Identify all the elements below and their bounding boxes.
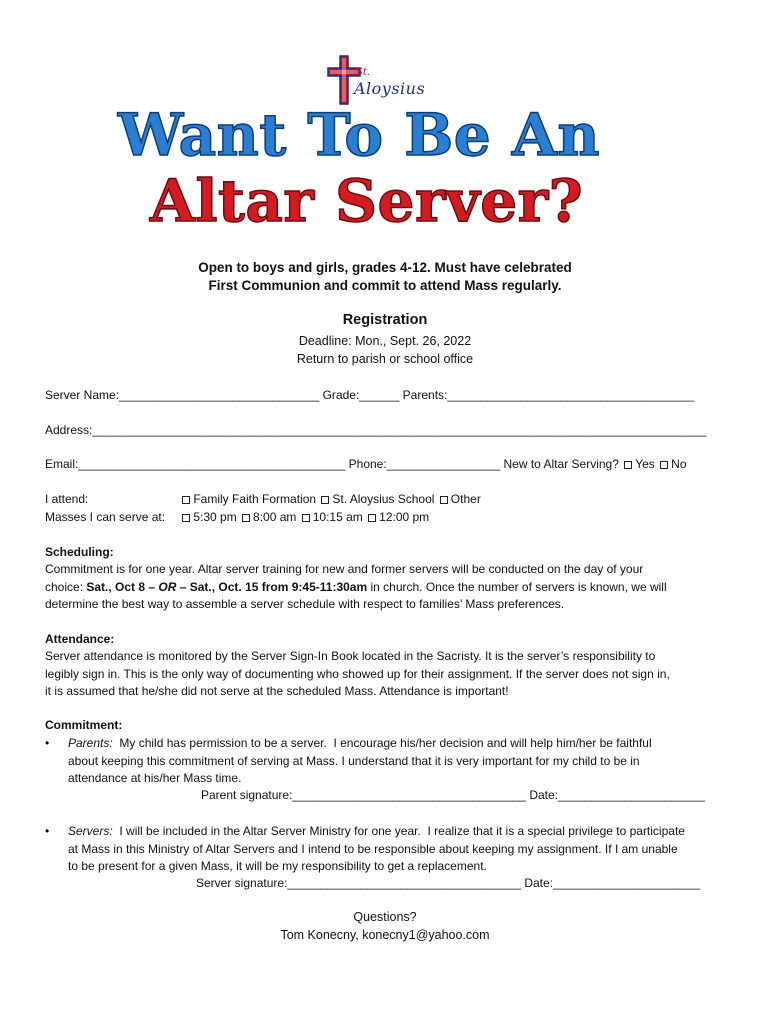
attendance-heading: Attendance: bbox=[45, 632, 115, 646]
server-signature-label: Server signature: bbox=[196, 876, 288, 890]
bullet-icon: • bbox=[45, 824, 50, 838]
parents-commitment-text: about keeping this commitment of serving at Mass. I understand that it is very important for my child to be in bbox=[68, 753, 640, 768]
mass-time-label: 8:00 am bbox=[253, 510, 297, 524]
mass-time-checkbox[interactable] bbox=[242, 514, 250, 522]
grade-field[interactable]: ______ bbox=[359, 388, 400, 402]
training-date-2: – Sat., Oct. 15 from 9:45-11:30am bbox=[176, 579, 368, 594]
intro-line-2: First Communion and commit to attend Mass regularly. bbox=[208, 278, 562, 293]
scheduling-line: determine the best way to assemble a server schedule with respect to families’ Mass preferences. bbox=[45, 597, 565, 611]
no-label: No bbox=[671, 457, 687, 471]
scheduling-line bbox=[45, 579, 735, 597]
email-label: Email: bbox=[45, 457, 79, 471]
attend-option-checkbox[interactable] bbox=[440, 496, 448, 504]
registration-title: Registration bbox=[342, 312, 428, 328]
scheduling-heading: Scheduling: bbox=[45, 545, 114, 559]
parents-commitment-text: My child has permission to be a server. I encourage his/her decision and will help him/her be faithful bbox=[112, 736, 652, 750]
form-row-masses bbox=[45, 510, 429, 524]
form-row-attend bbox=[45, 492, 481, 506]
parent-signature-field[interactable]: ___________________________________ bbox=[292, 788, 526, 802]
attend-option-checkbox[interactable] bbox=[321, 496, 329, 504]
parents-commitment-label: Parents: bbox=[68, 736, 113, 750]
mass-time-label: 12:00 pm bbox=[379, 510, 430, 524]
server-signature-field[interactable]: ___________________________________ bbox=[287, 876, 521, 890]
server-name-field[interactable]: ______________________________ bbox=[119, 388, 320, 402]
servers-commitment-text: to be present for a given Mass, it will be my responsibility to get a replacement. bbox=[68, 859, 487, 873]
scheduling-choice: choice: bbox=[45, 579, 87, 594]
parent-signature-row bbox=[201, 788, 705, 802]
attend-option-label: St. Aloysius School bbox=[332, 492, 435, 506]
server-date-field[interactable]: ______________________ bbox=[553, 876, 700, 890]
attend-label: I attend: bbox=[45, 492, 89, 506]
servers-commitment-text: I will be included in the Altar Server Ministry for one year. I realize that it is a special privilege to participate bbox=[112, 824, 685, 838]
attendance-line: Server attendance is monitored by the Server Sign-In Book located in the Sacristy. It is the server’s responsibility to bbox=[45, 649, 656, 663]
mass-time-label: 5:30 pm bbox=[193, 510, 237, 524]
headline-line-1: Want To Be An bbox=[118, 101, 600, 169]
attend-option-label: Other bbox=[450, 492, 481, 506]
masses-label: Masses I can serve at: bbox=[45, 510, 166, 524]
yes-checkbox[interactable] bbox=[624, 461, 632, 469]
parish-logo bbox=[326, 55, 441, 105]
contact-person: Tom Konecny, konecny1@yahoo.com bbox=[280, 928, 490, 942]
scheduling-line: Commitment is for one year. Altar server training for new and former servers will be conducted on the day of your bbox=[45, 562, 644, 576]
parent-date-field[interactable]: ______________________ bbox=[558, 788, 705, 802]
mass-time-checkbox[interactable] bbox=[368, 514, 376, 522]
parents-field[interactable]: _____________________________________ bbox=[447, 388, 695, 402]
servers-commitment-label: Servers: bbox=[68, 824, 113, 838]
questions-text: Questions? bbox=[353, 910, 417, 924]
return-text: Return to parish or school office bbox=[296, 352, 474, 366]
phone-field[interactable]: _________________ bbox=[386, 457, 501, 471]
servers-commitment-text: at Mass in this Ministry of Altar Servers and I intend to be responsible about keeping my assignment. If I am unable bbox=[68, 841, 678, 856]
form-row-name bbox=[45, 388, 694, 402]
parent-signature-label: Parent signature: bbox=[201, 788, 293, 802]
attend-option-label: Family Faith Formation bbox=[193, 492, 317, 506]
server-name-label: Server Name: bbox=[45, 388, 120, 402]
mass-time-checkbox[interactable] bbox=[182, 514, 190, 522]
bullet-icon: • bbox=[45, 736, 50, 750]
yes-label: Yes bbox=[635, 457, 655, 471]
form-row-address bbox=[45, 423, 706, 437]
form-row-contact bbox=[45, 457, 687, 471]
or-text: OR bbox=[158, 579, 177, 594]
email-field[interactable]: ________________________________________ bbox=[78, 457, 346, 471]
training-date-1: Sat., Oct 8 – bbox=[86, 579, 159, 594]
attend-option-checkbox[interactable] bbox=[182, 496, 190, 504]
attendance-paragraph bbox=[45, 648, 735, 701]
mass-time-checkbox[interactable] bbox=[302, 514, 310, 522]
phone-label: Phone: bbox=[348, 457, 387, 471]
intro-line-1: Open to boys and girls, grades 4-12. Must have celebrated bbox=[198, 260, 572, 275]
scheduling-paragraph bbox=[45, 561, 735, 614]
server-date-label: Date: bbox=[524, 876, 554, 890]
mass-time-label: 10:15 am bbox=[312, 510, 363, 524]
intro-text bbox=[100, 259, 670, 295]
attendance-line: it is assumed that he/she did not serve at the scheduled Mass. Attendance is important! bbox=[45, 684, 509, 698]
new-server-question: New to Altar Serving? bbox=[503, 457, 619, 471]
address-field[interactable]: ____________________________________________________________________________________________ bbox=[92, 423, 707, 437]
attendance-line: legibly sign in. This is the only way of documenting who showed up for their assignment. If the server does not sign in, bbox=[45, 666, 670, 681]
grade-label: Grade: bbox=[322, 388, 360, 402]
address-label: Address: bbox=[45, 423, 93, 437]
server-signature-row bbox=[196, 876, 700, 890]
parents-label: Parents: bbox=[402, 388, 448, 402]
parent-date-label: Date: bbox=[529, 788, 559, 802]
parents-commitment-text: attendance at his/her Mass time. bbox=[68, 771, 242, 785]
scheduling-rest: in church. Once the number of servers is known, we will bbox=[367, 579, 667, 594]
logo-name: Aloysius bbox=[354, 79, 426, 98]
logo-st: St. bbox=[356, 67, 371, 78]
deadline-text: Deadline: Mon., Sept. 26, 2022 bbox=[298, 334, 472, 348]
no-checkbox[interactable] bbox=[660, 461, 668, 469]
commitment-heading: Commitment: bbox=[45, 718, 123, 732]
headline-line-2: Altar Server? bbox=[150, 167, 584, 235]
